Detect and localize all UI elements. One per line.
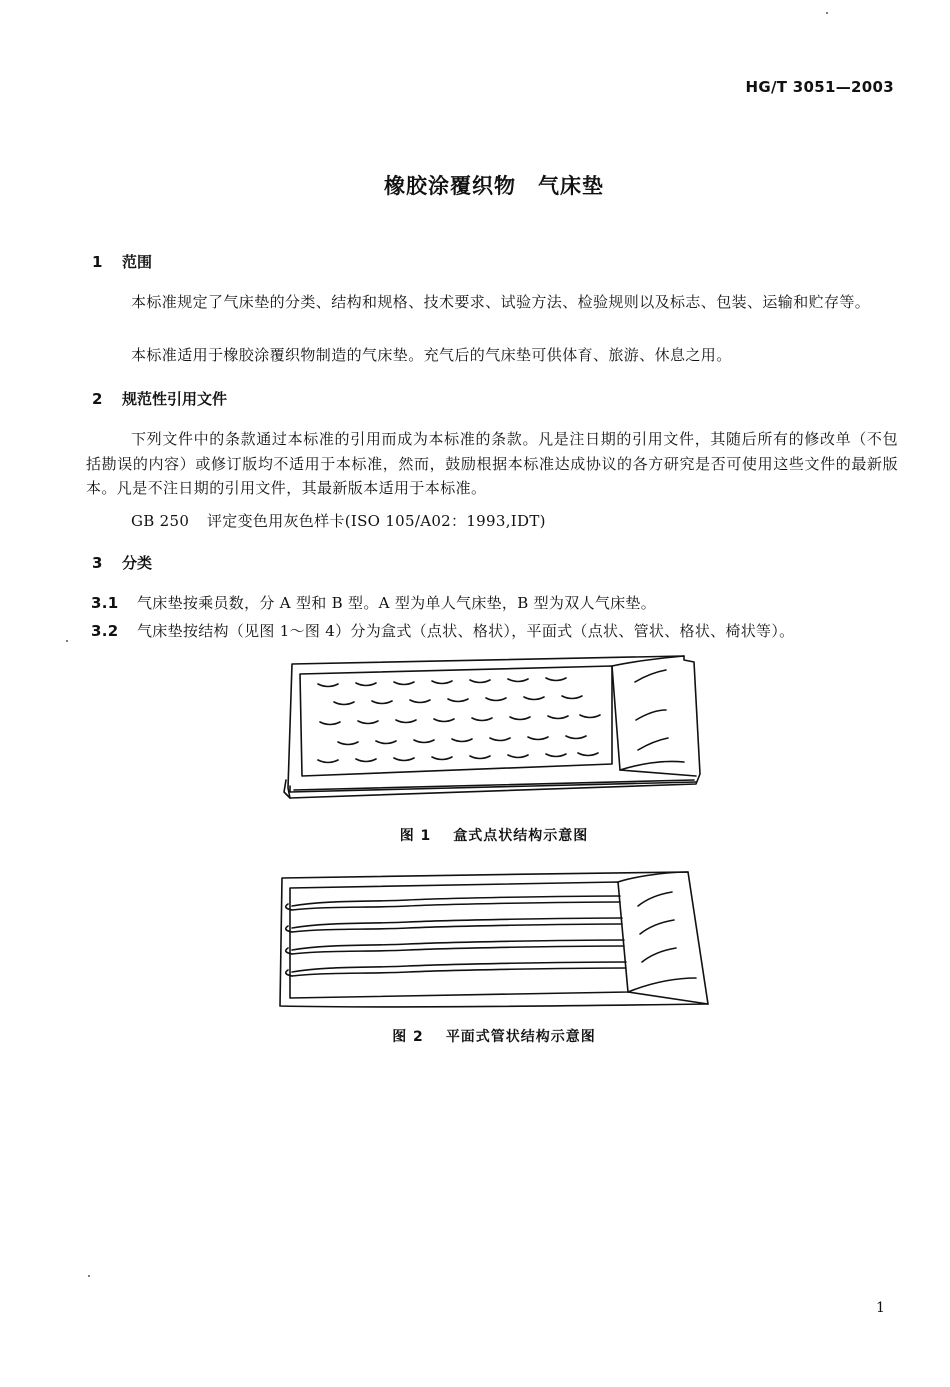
- flat-tube-mattress-illustration: [268, 866, 718, 1016]
- section-2-paragraph-1: 下列文件中的条款通过本标准的引用而成为本标准的条款。凡是注日期的引用文件，其随后所有的修改单（不包括勘误的内容）或修订版均不适用于本标准，然而，鼓励根据本标准达成协议的各方研究是否可使用这些文件的最新版本。凡是不注日期的引用文件，其最新版本适用于本标准。: [86, 430, 898, 497]
- section-1-paragraph-1: 本标准规定了气床垫的分类、结构和规格、技术要求、试验方法、检验规则以及标志、包装、运输和贮存等。: [131, 293, 871, 311]
- figure-1-caption: [0, 825, 950, 845]
- section-3-heading: [92, 552, 152, 573]
- clause-3-1: [91, 592, 656, 613]
- reference-title: 评定变色用灰色样卡(ISO 105/A02：1993,IDT): [207, 512, 546, 530]
- scan-speck: [66, 640, 68, 642]
- box-dot-mattress-illustration: [280, 652, 710, 812]
- figure-number: 图 2: [392, 1029, 424, 1045]
- scan-speck: [88, 1275, 90, 1277]
- figure-number: 图 1: [399, 828, 432, 844]
- clause-number: 3.2: [91, 622, 119, 640]
- section-title: 规范性引用文件: [122, 390, 228, 408]
- section-number: 2: [92, 390, 103, 408]
- standard-code: HG/T 3051—2003: [745, 78, 894, 96]
- clause-3-2: [91, 620, 794, 641]
- section-number: 1: [92, 253, 103, 271]
- figure-caption-text: 盒式点状结构示意图: [453, 828, 589, 844]
- clause-number: 3.1: [91, 594, 119, 612]
- normative-reference: [131, 510, 546, 531]
- section-1-paragraph-2: 本标准适用于橡胶涂覆织物制造的气床垫。充气后的气床垫可供体育、旅游、休息之用。: [131, 346, 732, 364]
- document-title: 橡胶涂覆织物 气床垫: [384, 174, 604, 198]
- scan-speck: [826, 12, 828, 14]
- clause-text: 气床垫按结构（见图 1～图 4）分为盒式（点状、格状），平面式（点状、管状、格状、椅状等）。: [137, 622, 795, 640]
- figure-caption-text: 平面式管状结构示意图: [445, 1029, 596, 1045]
- section-title: 范围: [122, 253, 153, 271]
- section-number: 3: [92, 554, 103, 572]
- figure-2-caption: [0, 1026, 950, 1046]
- section-1-heading: [92, 251, 152, 272]
- page-number: 1: [876, 1300, 885, 1316]
- clause-text: 气床垫按乘员数，分 A 型和 B 型。A 型为单人气床垫，B 型为双人气床垫。: [137, 594, 657, 612]
- section-2-heading: [92, 388, 227, 409]
- reference-code: GB 250: [131, 512, 190, 530]
- section-title: 分类: [122, 554, 153, 572]
